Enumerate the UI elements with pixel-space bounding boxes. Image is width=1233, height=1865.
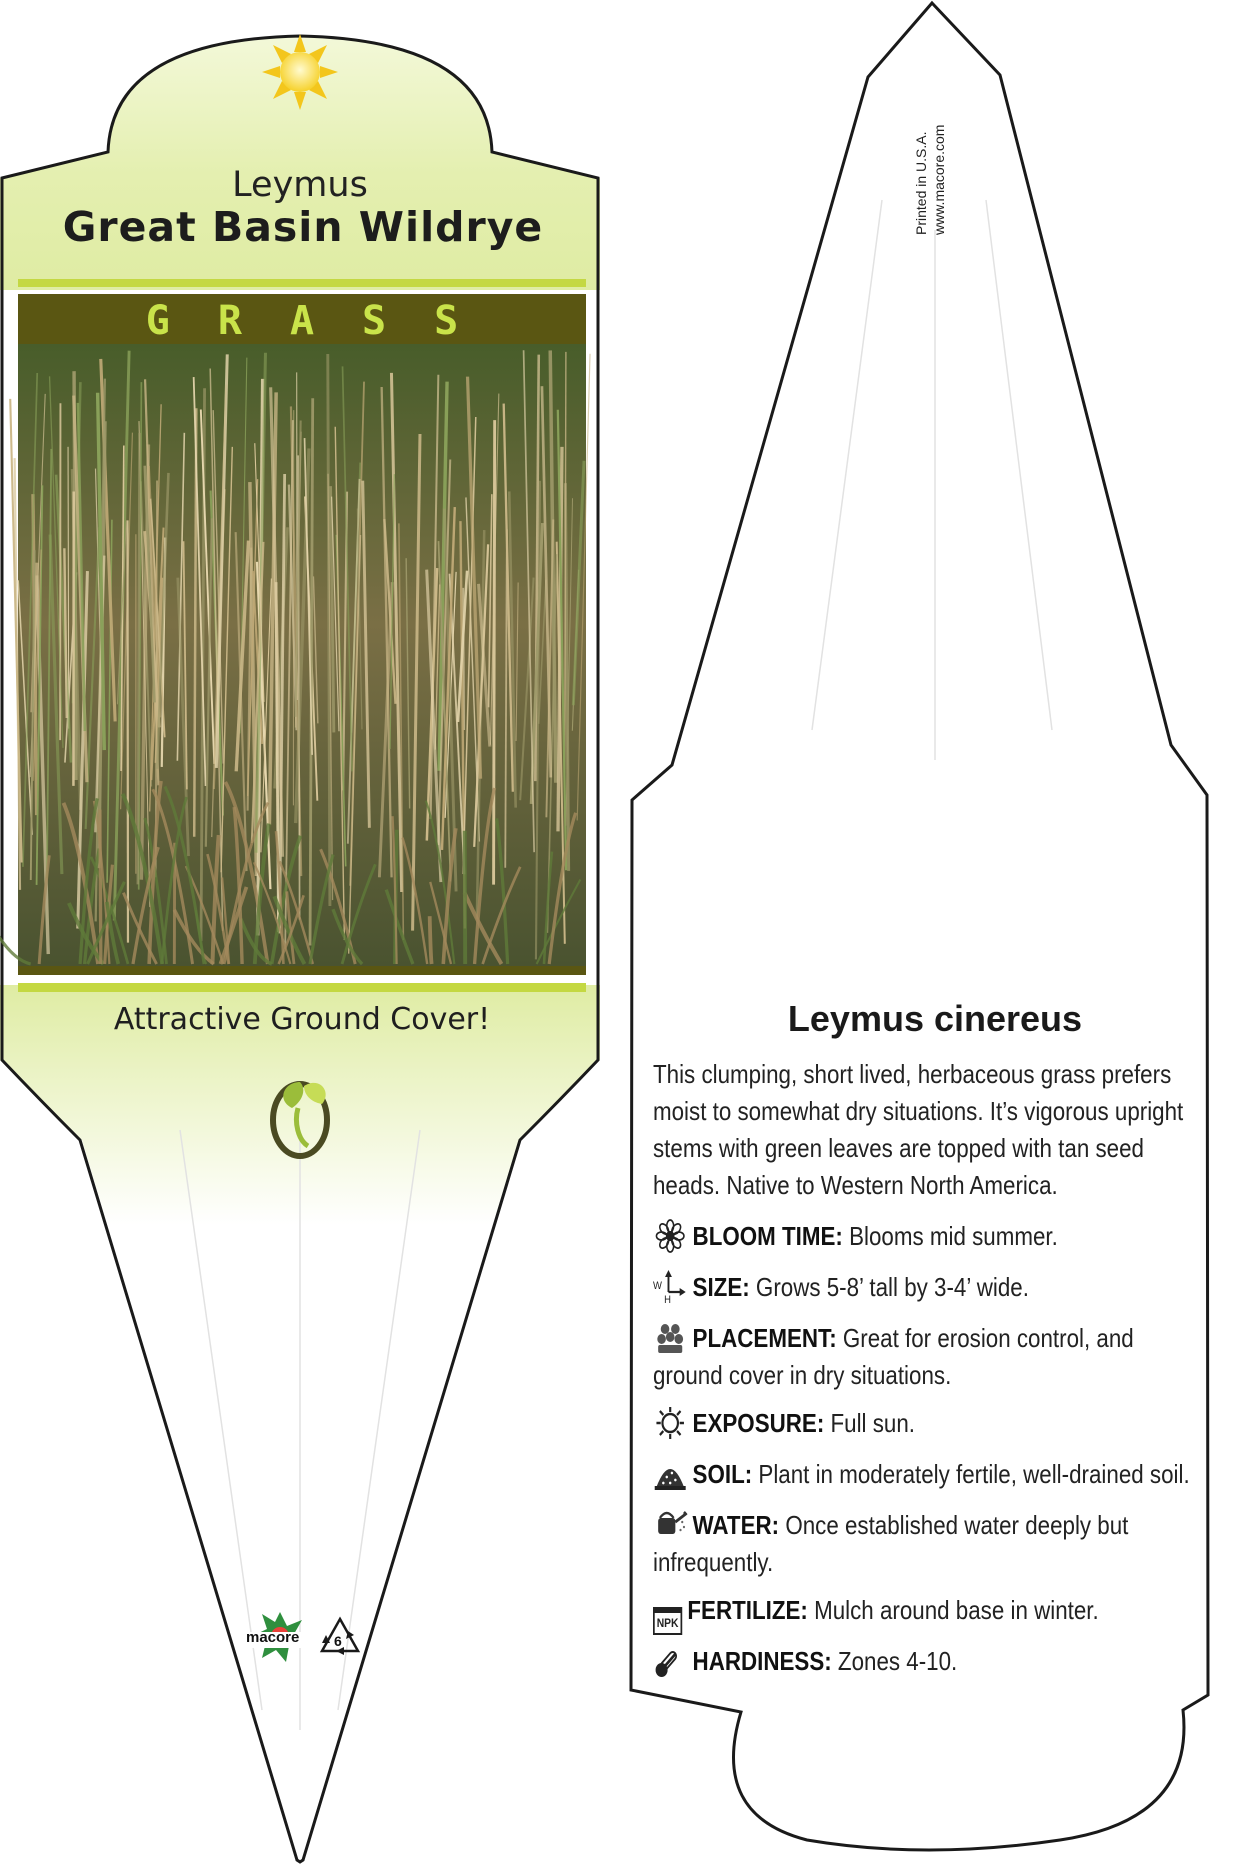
macore-brand-text: macore	[246, 1629, 300, 1646]
size-text: Grows 5-8’ tall by 3-4’ wide.	[755, 1272, 1029, 1302]
sun-icon	[262, 34, 338, 110]
sun-icon	[653, 1406, 687, 1440]
printed-in: Printed in U.S.A.	[913, 131, 929, 235]
soil-text: Plant in moderately fertile, well-drained soil.	[758, 1459, 1190, 1489]
size-h-letter: H	[664, 1294, 672, 1306]
attr-hardiness	[653, 1643, 1203, 1680]
attr-fertilize	[653, 1592, 1203, 1635]
website: www.macore.com	[931, 124, 947, 235]
exposure-text: Full sun.	[830, 1408, 916, 1438]
fertilize-label: FERTILIZE:	[687, 1595, 808, 1625]
flower-icon	[653, 1219, 687, 1253]
attr-exposure	[653, 1405, 1203, 1442]
attr-water	[653, 1507, 1203, 1581]
bloom-text: Blooms mid summer.	[849, 1221, 1058, 1251]
grass-photo	[0, 344, 590, 966]
genus-name: Leymus	[232, 165, 368, 205]
hardiness-text: Zones 4-10.	[837, 1646, 958, 1676]
water-text: Once established water deeply but infrequently.	[653, 1510, 1129, 1577]
attr-soil	[653, 1456, 1203, 1493]
thermometer-icon	[653, 1644, 687, 1678]
common-name: Great Basin Wildrye	[62, 203, 544, 251]
fertilize-text: Mulch around base in winter.	[814, 1595, 1099, 1625]
npk-icon: NPK	[653, 1607, 682, 1635]
printed-info	[912, 65, 948, 235]
exposure-label: EXPOSURE:	[692, 1408, 825, 1438]
placement-text: Great for erosion control, and ground cover in dry situations.	[653, 1323, 1134, 1390]
plant-category: GRASS	[145, 298, 507, 344]
recycle-number: 6	[334, 1633, 342, 1649]
tagline: Attractive Ground Cover!	[113, 1002, 491, 1037]
hardiness-label: HARDINESS:	[692, 1646, 832, 1676]
watering-can-icon	[653, 1508, 687, 1542]
plant-description: This clumping, short lived, herbaceous grass prefers moist to somewhat dry situations. It’s vigorous upright stems with green leaves are topped with tan seed heads. Native to Western North America.	[653, 1059, 1184, 1200]
bloom-label: BLOOM TIME:	[692, 1221, 843, 1251]
soil-icon	[653, 1457, 687, 1491]
size-w-letter: W	[653, 1280, 662, 1292]
placement-label: PLACEMENT:	[692, 1323, 837, 1353]
attr-bloom	[653, 1218, 1203, 1255]
species-name: Leymus cinereus	[787, 998, 1083, 1039]
size-icon	[653, 1270, 687, 1304]
attr-size	[653, 1269, 1203, 1306]
size-label: SIZE:	[692, 1272, 750, 1302]
attr-placement	[653, 1320, 1203, 1394]
soil-label: SOIL:	[692, 1459, 753, 1489]
placement-icon	[653, 1321, 687, 1355]
water-label: WATER:	[692, 1510, 780, 1540]
